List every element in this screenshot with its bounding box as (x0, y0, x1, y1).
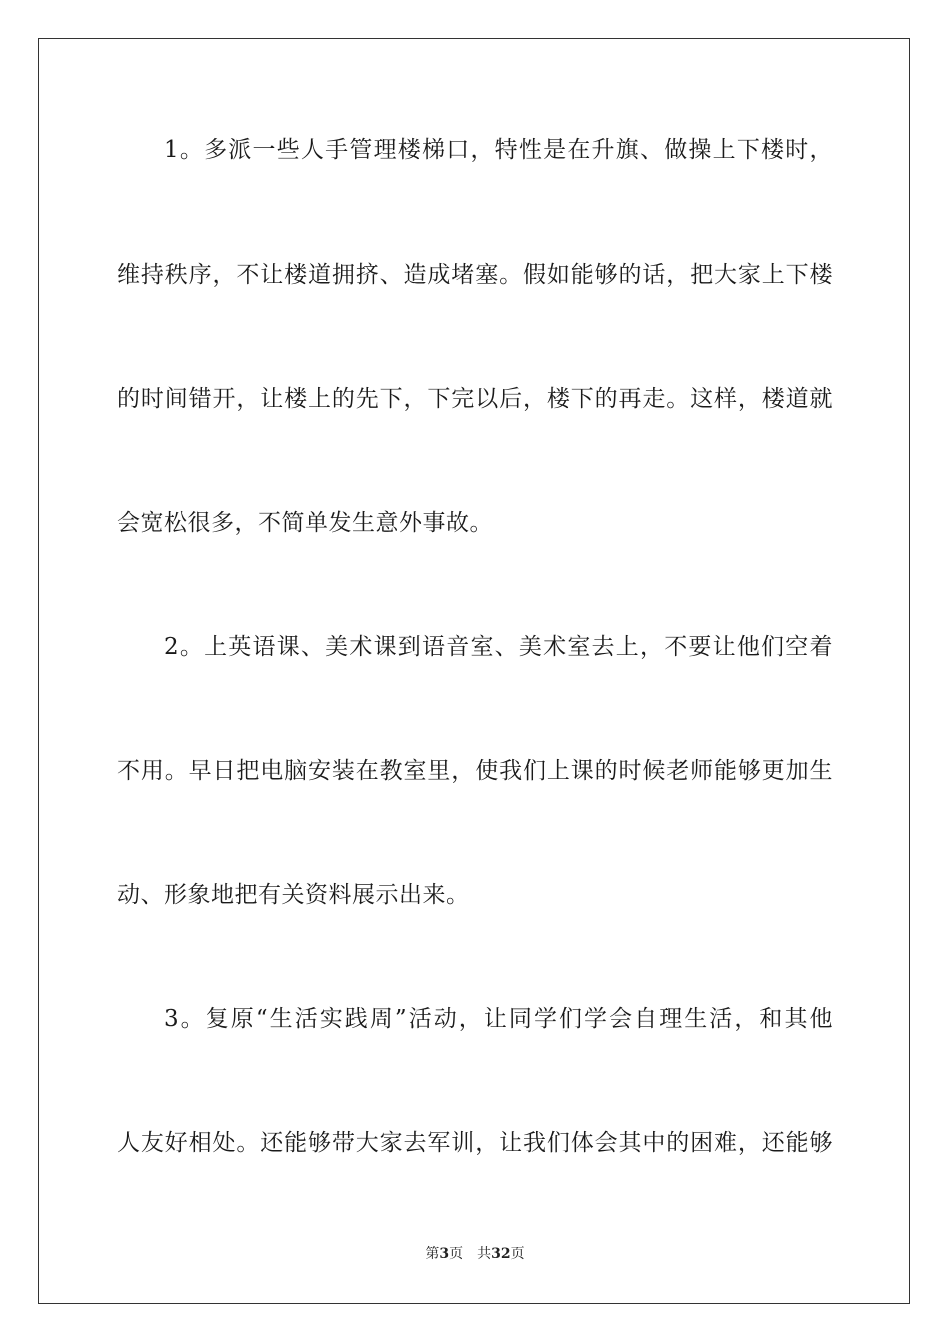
footer-total-pages: 32 (491, 1246, 511, 1262)
paragraph-2-line-2: 不用。早日把电脑安装在教室里，使我们上课的时候老师能够更加生 (117, 758, 833, 784)
paragraph-2-line-3: 动、形象地把有关资料展示出来。 (117, 882, 470, 908)
page-frame (38, 38, 910, 1304)
page-footer (0, 1244, 950, 1264)
paragraph-3-line-1: 3。复原“生活实践周”活动，让同学们学会自理生活，和其他 (164, 1006, 833, 1032)
paragraph-3-line-2: 人友好相处。还能够带大家去军训，让我们体会其中的困难，还能够 (117, 1130, 833, 1156)
footer-page-suffix: 页 (449, 1246, 464, 1262)
footer-page-prefix: 第 (425, 1246, 440, 1262)
paragraph-1-line-3: 的时间错开，让楼上的先下，下完以后，楼下的再走。这样，楼道就 (117, 386, 833, 412)
paragraph-2-line-1: 2。上英语课、美术课到语音室、美术室去上，不要让他们空着 (164, 634, 833, 660)
footer-page-number: 3 (439, 1246, 450, 1262)
footer-total-prefix: 共 (477, 1246, 492, 1262)
paragraph-1-line-2: 维持秩序，不让楼道拥挤、造成堵塞。假如能够的话，把大家上下楼 (117, 262, 833, 288)
footer-total-suffix: 页 (510, 1246, 525, 1262)
paragraph-1-line-4: 会宽松很多，不简单发生意外事故。 (117, 510, 493, 536)
paragraph-1-line-1: 1。多派一些人手管理楼梯口，特性是在升旗、做操上下楼时， (164, 137, 833, 163)
